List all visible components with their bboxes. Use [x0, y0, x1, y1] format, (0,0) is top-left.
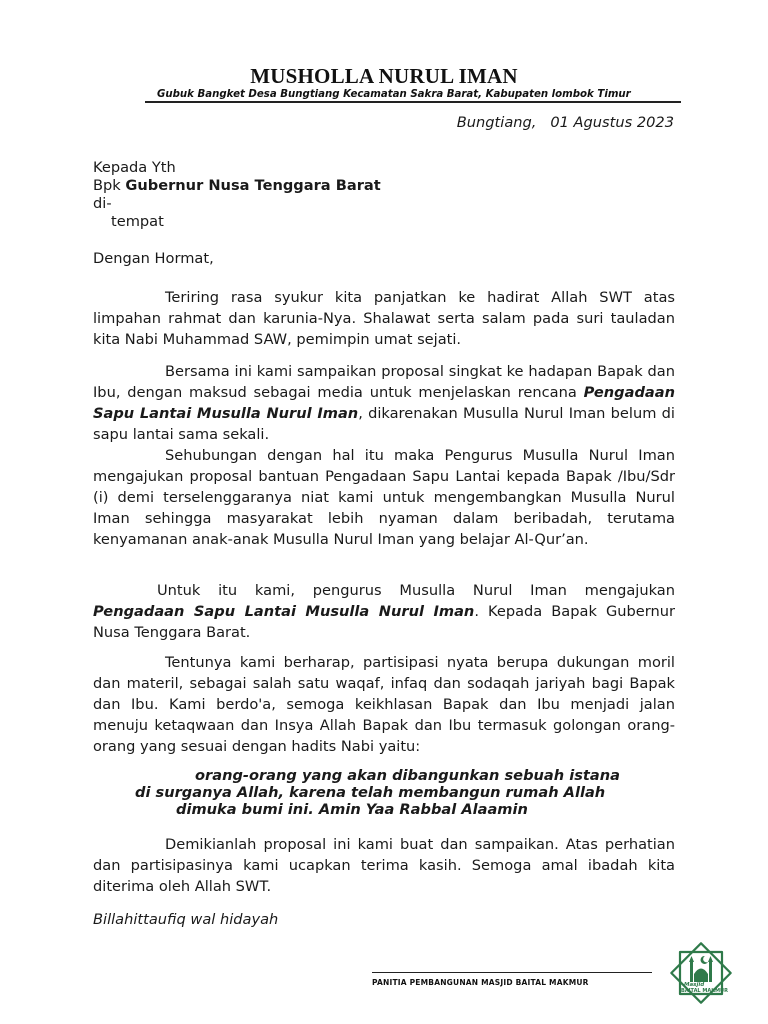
- letterhead-divider: [145, 101, 681, 103]
- paragraph-purpose-emphasis: Pengadaan Sapu Lantai Musulla Nurul Iman: [93, 384, 675, 422]
- footer-divider: [372, 972, 652, 973]
- closing-salutation: Billahittaufiq wal hidayah: [93, 911, 279, 928]
- recipient-prefix: Bpk: [93, 177, 126, 194]
- paragraph-submission: [93, 580, 675, 643]
- paragraph-purpose-end: , dikarenakan Musulla Nurul Iman belum di sapu lantai sama sekali.: [93, 405, 675, 443]
- paragraph-opening: Teriring rasa syukur kita panjatkan ke hadirat Allah SWT atas limpahan rahmat dan karunia-Nya. Shalawat serta salam pada suri tauladan kita Nabi Muhammad SAW, pemimpin umat sejati.: [93, 289, 675, 348]
- letterhead-address: Gubuk Bangket Desa Bungtiang Kecamatan Sakra Barat, Kabupaten lombok Timur: [157, 89, 631, 100]
- recipient-line-3: di-: [93, 195, 112, 212]
- mosque-logo: [666, 938, 736, 1008]
- logo-text-line-2: BAITAL MAKMUR: [681, 988, 728, 994]
- letterhead-title: MUSHOLLA NURUL IMAN: [250, 64, 518, 88]
- recipient-line-1: Kepada Yth: [93, 159, 176, 176]
- recipient-name: Gubernur Nusa Tenggara Barat: [125, 177, 381, 194]
- paragraph-submission-emphasis: Pengadaan Sapu Lantai Musulla Nurul Iman: [93, 603, 475, 620]
- mosque-logo-icon: [666, 938, 736, 1008]
- recipient-line-4: tempat: [111, 213, 164, 230]
- logo-text-line-1: Masjid: [684, 982, 705, 988]
- paragraph-submission-end: . Kepada Bapak Gubernur Nusa Tenggara Barat.: [93, 603, 675, 641]
- letter-date: Bungtiang, 01 Agustus 2023: [456, 114, 674, 131]
- paragraph-purpose: [93, 361, 675, 445]
- recipient-line-2: [93, 177, 381, 194]
- hadith-quote-line-3: dimuka bumi ini. Amin Yaa Rabbal Alaamin: [176, 801, 528, 818]
- hadith-quote-line-1: orang-orang yang akan dibangunkan sebuah istana: [195, 767, 620, 784]
- hadith-quote-line-2: di surganya Allah, karena telah membangun rumah Allah: [135, 784, 606, 801]
- paragraph-request: Sehubungan dengan hal itu maka Pengurus Musulla Nurul Iman mengajukan proposal bantuan Pengadaan Sapu Lantai kepada Bapak /Ibu/Sdr (i) demi terselenggaranya niat kami untuk mengembangkan Musulla Nurul Iman sehingga masyarakat lebih nyaman dalam beribadah, terutama kenyamanan anak-anak Musulla Nurul Iman yang belajar Al-Qur’an.: [93, 447, 675, 548]
- footer-committee: PANITIA PEMBANGUNAN MASJID BAITAL MAKMUR: [372, 978, 589, 987]
- paragraph-closing: Demikianlah proposal ini kami buat dan sampaikan. Atas perhatian dan partisipasinya kami ucapkan terima kasih. Semoga amal ibadah kita diterima oleh Allah SWT.: [93, 836, 675, 895]
- paragraph-purpose-text: Bersama ini kami sampaikan proposal singkat ke hadapan Bapak dan Ibu, dengan maksud sebagai media untuk menjelaskan rencana: [93, 363, 675, 401]
- greeting: Dengan Hormat,: [93, 250, 214, 267]
- paragraph-submission-text: Untuk itu kami, pengurus Musulla Nurul Iman mengajukan: [157, 582, 675, 599]
- paragraph-hope: Tentunya kami berharap, partisipasi nyata berupa dukungan moril dan materil, sebagai salah satu waqaf, infaq dan sodaqah jariyah bagi Bapak dan Ibu. Kami berdo'a, semoga keikhlasan Bapak dan Ibu menjadi jalan menuju ketaqwaan dan Insya Allah Bapak dan Ibu termasuk golongan orang-orang yang sesuai dengan hadits Nabi yaitu:: [93, 654, 675, 755]
